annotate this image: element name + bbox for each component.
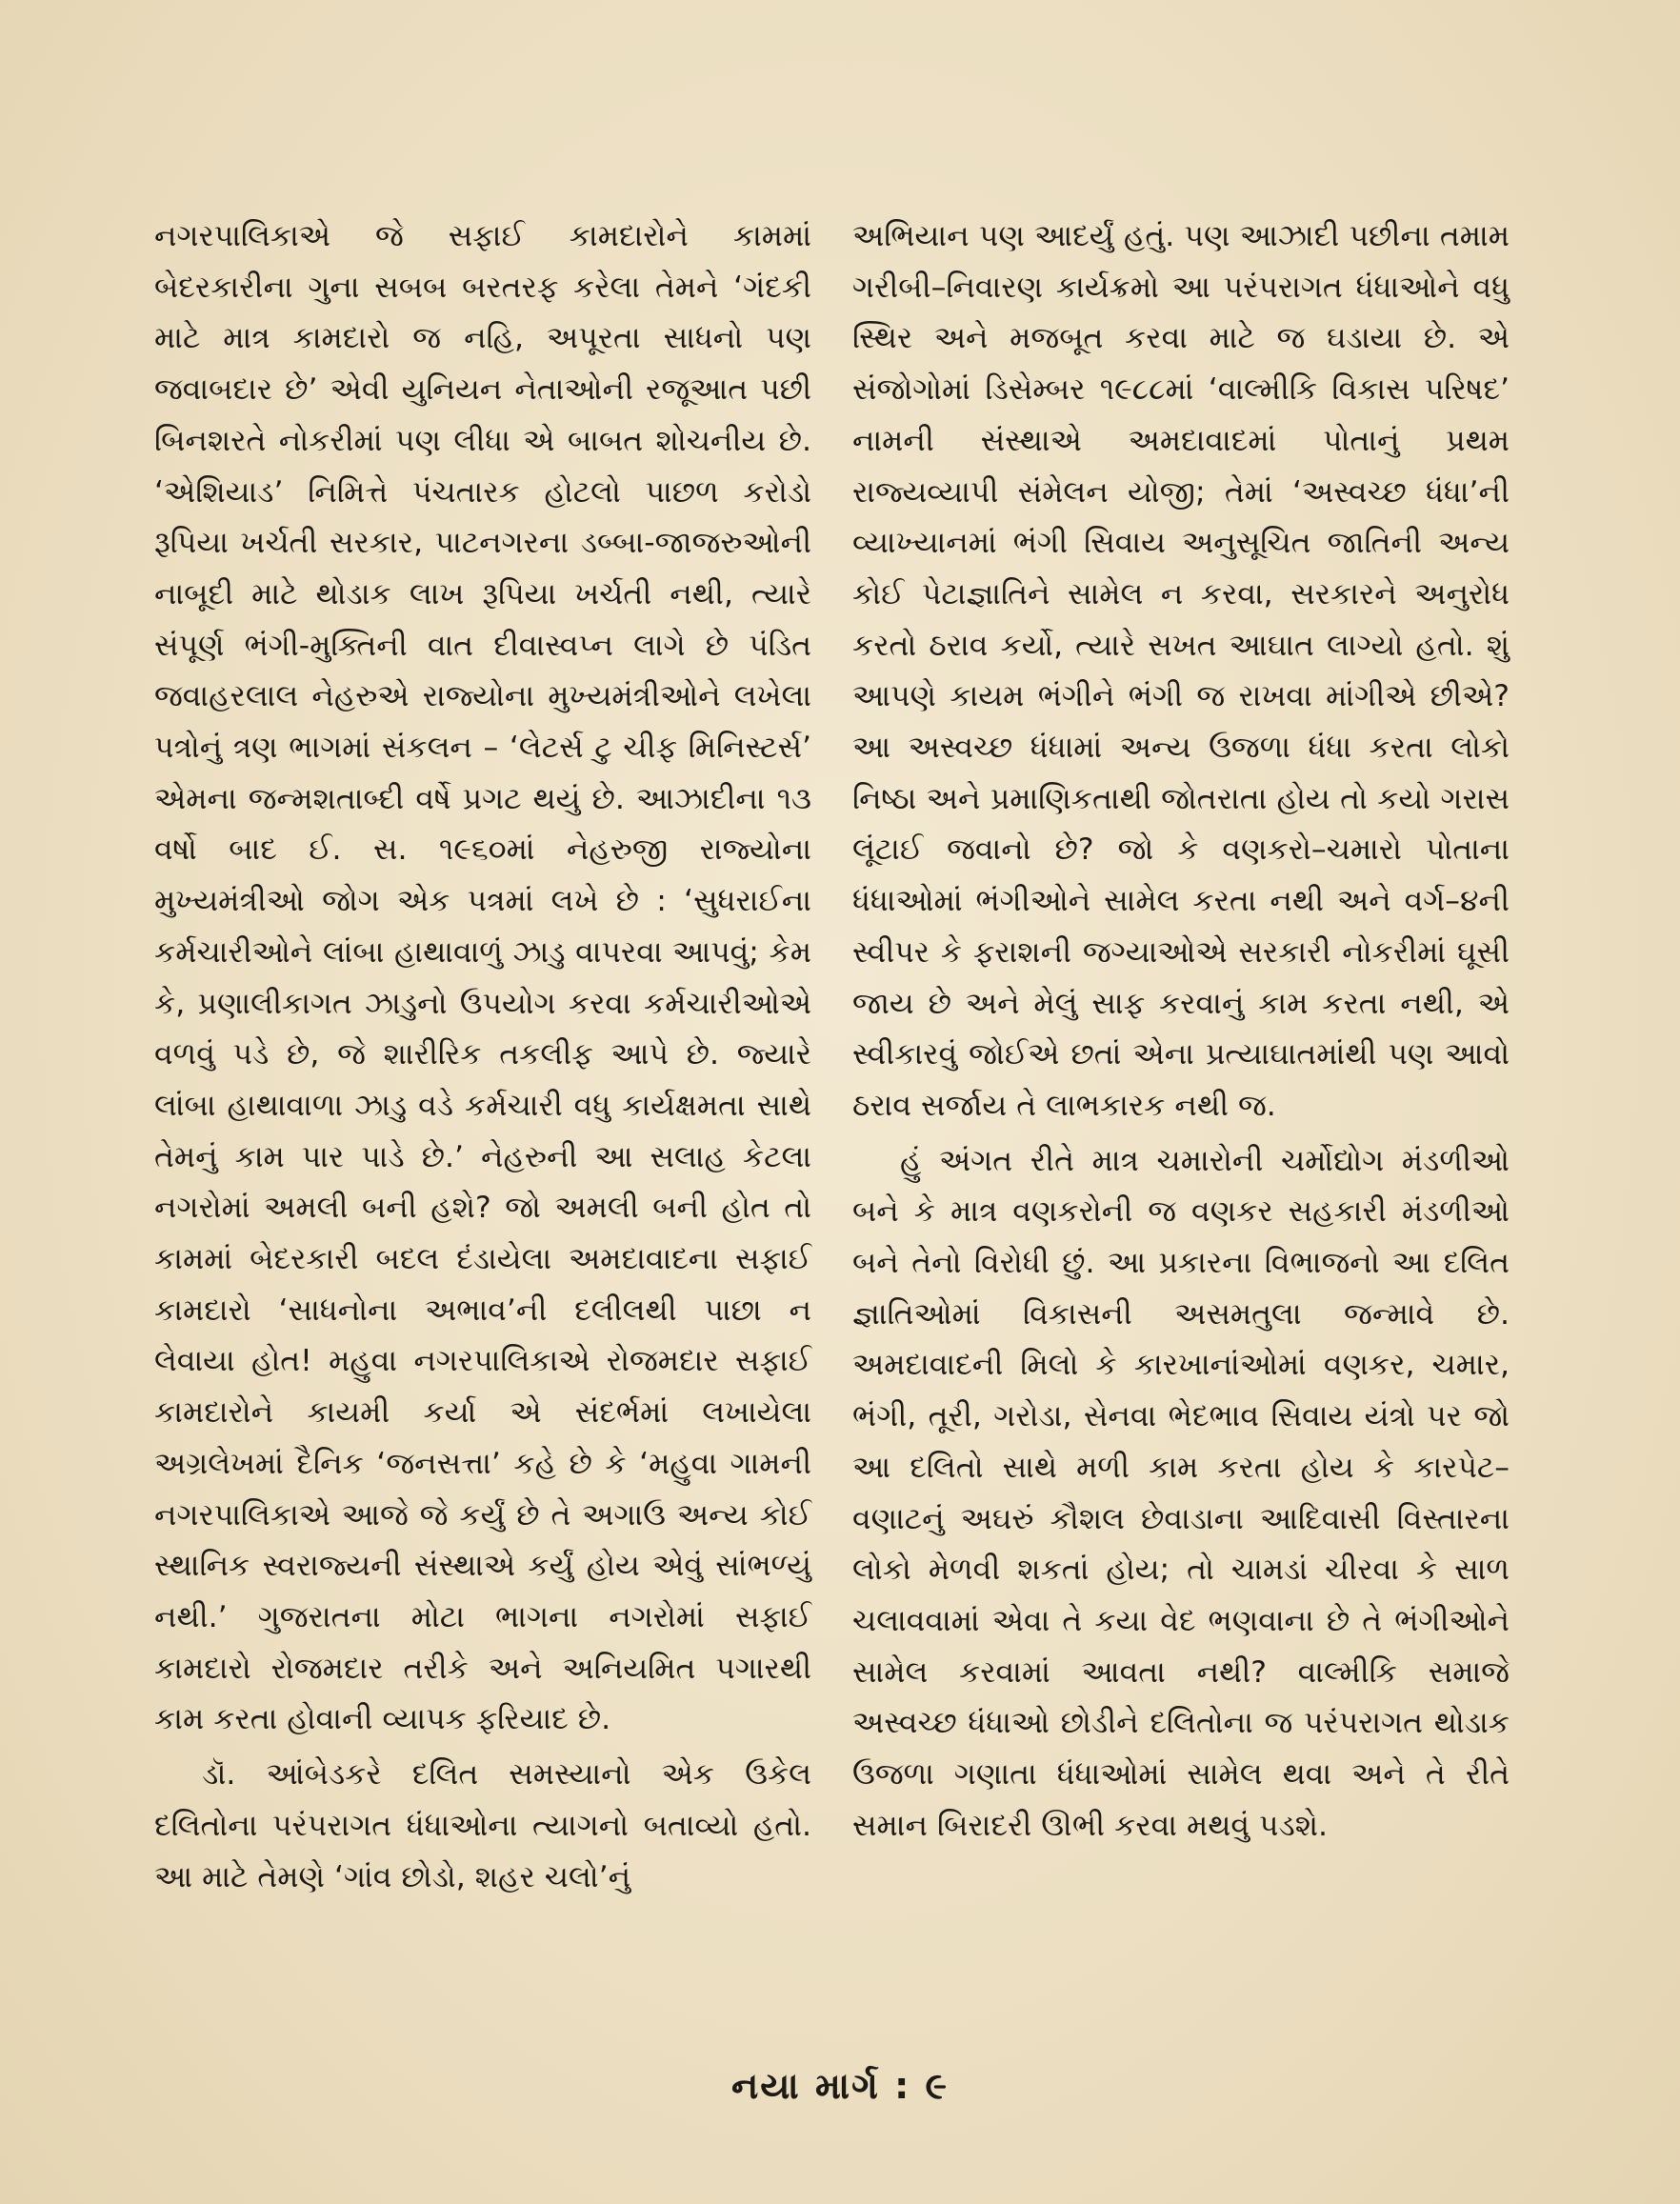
right-column [852,211,1510,1853]
left-paragraph-2: ડૉ. આંબેડકરે દલિત સમસ્યાનો એક ઉકેલ દલિતોના પરંપરાગત ધંધાઓના ત્યાગનો બતાવ્યો હતો. આ માટે તેમણે ‘ગાંવ છોડો, શહર ચલો’નું [154,1757,811,1894]
left-paragraph-1: નગરપાલિકાએ જે સફાઈ કામદારોને કામમાં બેદરકારીના ગુના સબબ બરતરફ કરેલા તેમને ‘ગંદકી માટે માત્ર કામદારો જ નહિ, અપૂરતા સાધનો પણ જવાબદાર છે’ એવી યુનિયન નેતાઓની રજૂઆત પછી બિનશરતે નોકરીમાં પણ લીધા એ બાબત શોચનીય છે. ‘એશિયાડ’ નિમિત્તે પંચતારક હોટલો પાછળ કરોડો રૂપિયા ખર્ચતી સરકાર, પાટનગરના ડબ્બા-જાજરુઓની નાબૂદી માટે થોડાક લાખ રૂપિયા ખર્ચતી નથી, ત્યારે સંપૂર્ણ ભંગી-મુક્તિની વાત દીવાસ્વપ્ન લાગે છે પંડિત જવાહરલાલ નેહરુએ રાજ્યોના મુખ્યમંત્રીઓને લખેલા પત્રોનું ત્રણ ભાગમાં સંકલન – ‘લેટર્સ ટુ ચીફ મિનિસ્ટર્સ’ એમના જન્મશતાબ્દી વર્ષે પ્રગટ થયું છે. આઝાદીના ૧૩ વર્ષો બાદ ઈ. સ. ૧૯૬૦માં નેહરુજી રાજ્યોના મુખ્યમંત્રીઓ જોગ એક પત્રમાં લખે છે : ‘સુધરાઈના કર્મચારીઓને લાંબા હાથાવાળું ઝાડુ વાપરવા આપવું; કેમ કે, પ્રણાલીકાગત ઝાડુનો ઉપયોગ કરવા કર્મચારીઓએ વળવું પડે છે, જે શારીરિક તકલીફ આપે છે. જ્યારે લાંબા હાથાવાળા ઝાડુ વડે કર્મચારી વધુ કાર્યક્ષમતા સાથે તેમનું કામ પાર પાડે છે.’ નેહરુની આ સલાહ કેટલા નગરોમાં અમલી બની હશે? જો અમલી બની હોત તો કામમાં બેદરકારી બદલ દંડાયેલા અમદાવાદના સફાઈ કામદારો ‘સાધનોના અભાવ’ની દલીલથી પાછા ન લેવાયા હોત! મહુવા નગરપાલિકાએ રોજમદાર સફાઈ કામદારોને કાયમી કર્યા એ સંદર્ભમાં લખાયેલા અગ્રલેખમાં દૈનિક ‘જનસત્તા’ કહે છે કે ‘મહુવા ગામની નગરપાલિકાએ આજે જે કર્યું છે તે અગાઉ અન્ય કોઈ સ્થાનિક સ્વરાજ્યની સંસ્થાએ કર્યું હોય એવું સાંભળ્યું નથી.’ ગુજરાતના મોટા ભાગના નગરોમાં સફાઈ કામદારો રોજમદાર તરીકે અને અનિયમિત પગારથી કામ કરતા હોવાની વ્યાપક ફરિયાદ છે. [154,219,811,1737]
right-paragraph-2: હું અંગત રીતે માત્ર ચમારોની ચર્મોદ્યોગ મંડળીઓ બને કે માત્ર વણકરોની જ વણકર સહકારી મંડળીઓ બને તેનો વિરોધી છું. આ પ્રકારના વિભાજનો આ દલિત જ્ઞાતિઓમાં વિકાસની અસમતુલા જન્માવે છે. અમદાવાદની મિલો કે કારખાનાંઓમાં વણકર, ચમાર, ભંગી, તૂરી, ગરોડા, સેનવા ભેદભાવ સિવાય યંત્રો પર જો આ દલિતો સાથે મળી કામ કરતા હોય કે કારપેટ–વણાટનું અઘરું કૌશલ છેવાડાના આદિવાસી વિસ્તારના લોકો મેળવી શકતાં હોય; તો ચામડાં ચીરવા કે સાળ ચલાવવામાં એવા તે કયા વેદ ભણવાના છે તે ભંગીઓને સામેલ કરવામાં આવતા નથી? વાલ્મીકિ સમાજે અસ્વચ્છ ધંધાઓ છોડીને દલિતોના જ પરંપરાગત થોડાક ઉજળા ગણાતા ધંધાઓમાં સામેલ થવા અને તે રીતે સમાન બિરાદરી ઊભી કરવા મથવું પડશે. [852,1143,1510,1843]
right-paragraph-1: અભિયાન પણ આદર્યું હતું. પણ આઝાદી પછીના તમામ ગરીબી–નિવારણ કાર્યક્રમો આ પરંપરાગત ધંધાઓને વધુ સ્થિર અને મજબૂત કરવા માટે જ ઘડાયા છે. એ સંજોગોમાં ડિસેમ્બર ૧૯૮૮માં ‘વાલ્મીકિ વિકાસ પરિષદ’ નામની સંસ્થાએ અમદાવાદમાં પોતાનું પ્રથમ રાજ્યવ્યાપી સંમેલન યોજી; તેમાં ‘અસ્વચ્છ ધંધા’ની વ્યાખ્યાનમાં ભંગી સિવાય અનુસૂચિત જાતિની અન્ય કોઈ પેટાજ્ઞાતિને સામેલ ન કરવા, સરકારને અનુરોધ કરતો ઠરાવ કર્યો, ત્યારે સખત આઘાત લાગ્યો હતો. શું આપણે કાયમ ભંગીને ભંગી જ રાખવા માંગીએ છીએ? આ અસ્વચ્છ ધંધામાં અન્ય ઉજળા ધંધા કરતા લોકો નિષ્ઠા અને પ્રમાણિકતાથી જોતરાતા હોય તો કયો ગરાસ લૂંટાઈ જવાનો છે? જો કે વણકરો–ચમારો પોતાના ધંધાઓમાં ભંગીઓને સામેલ કરતા નથી અને વર્ગ–૪ની સ્વીપર કે ફરાશની જગ્યાઓએ સરકારી નોકરીમાં ઘૂસી જાય છે અને મેલું સાફ કરવાનું કામ કરતા નથી, એ સ્વીકારવું જોઈએ છતાં એના પ્રત્યાઘાતમાંથી પણ આવો ઠરાવ સર્જાય તે લાભકારક નથી જ. [852,219,1510,1123]
page-footer: નયા માર્ગ : ૯ [730,2065,949,2107]
left-column [154,211,811,1903]
